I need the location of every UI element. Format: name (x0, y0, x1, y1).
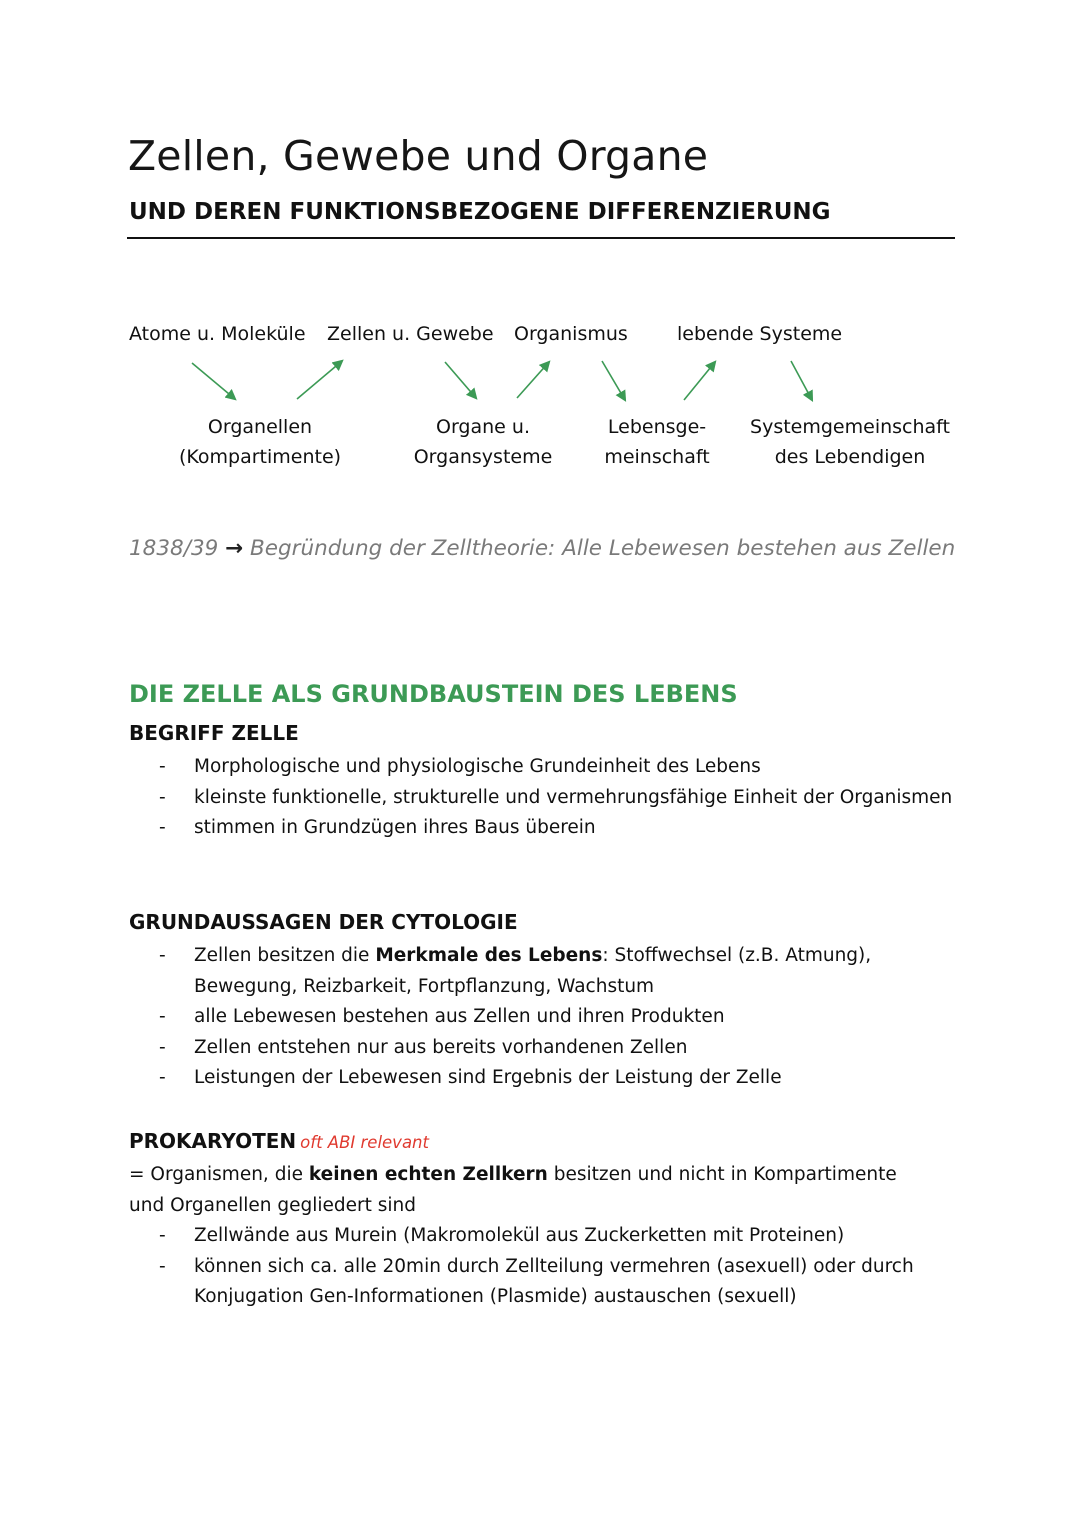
list-item: - können sich ca. alle 20min durch Zellteilung vermehren (asexuell) oder durch Konjugation Gen-Informationen (Plasmide) austauschen (sexuell) (159, 1255, 914, 1307)
level-organismus: Organismus (514, 323, 628, 345)
list-item: - stimmen in Grundzügen ihres Baus überein (159, 817, 596, 838)
list-item: - Zellen besitzen die Merkmale des Lebens: Stoffwechsel (z.B. Atmung), Bewegung, Reizbarkeit, Fortpflanzung, Wachstum (159, 945, 872, 997)
level-organellen-line2: (Kompartimente) (178, 446, 342, 468)
prokaryoten-list (129, 1221, 954, 1313)
page-subtitle: UND DEREN FUNKTIONSBEZOGENE DIFFERENZIERUNG (129, 199, 831, 225)
list-item: - kleinste funktionelle, strukturelle und vermehrungsfähige Einheit der Organismen (159, 786, 953, 808)
right-arrow-icon: → (225, 536, 244, 561)
level-lebensgemeinschaft-line2: meinschaft (604, 446, 710, 468)
page-title: Zellen, Gewebe und Organe (128, 132, 709, 180)
level-organe-line1: Organe u. (436, 416, 530, 438)
list-item: - Zellen entstehen nur aus bereits vorhandenen Zellen (159, 1036, 688, 1058)
list-item: - Zellwände aus Murein (Makromolekül aus Zuckerketten mit Proteinen) (159, 1225, 845, 1246)
heading-prokaryoten (129, 1129, 429, 1153)
level-organellen-line1: Organellen (207, 416, 313, 438)
list-item: - alle Lebewesen bestehen aus Zellen und ihren Produkten (159, 1006, 725, 1027)
prokaryoten-title: PROKARYOTEN (129, 1129, 297, 1153)
section-title: DIE ZELLE ALS GRUNDBAUSTEIN DES LEBENS (129, 680, 738, 708)
arrow-down-4 (791, 361, 812, 400)
zelltheorie-year: 1838/39 (129, 536, 219, 561)
level-organe (393, 412, 573, 472)
prokaryoten-definition: = Organismen, die keinen echten Zellkern besitzen und nicht in Kompartimente und Organellen gegliedert sind (129, 1164, 897, 1216)
level-lebensgemeinschaft-line1: Lebensge- (607, 416, 707, 438)
title-underline (127, 237, 955, 239)
level-organellen (160, 412, 360, 472)
cytologie-list (129, 941, 954, 1094)
arrow-down-2 (445, 362, 476, 398)
arrow-down-3 (602, 361, 625, 400)
level-organe-line2: Organsysteme (413, 446, 553, 468)
list-item: - Leistungen der Lebewesen sind Ergebnis der Leistung der Zelle (159, 1067, 782, 1088)
level-systemgemeinschaft-line1: Systemgemeinschaft (750, 416, 950, 438)
list-item: - Morphologische und physiologische Grundeinheit des Lebens (159, 756, 761, 777)
heading-cytologie: GRUNDAUSSAGEN DER CYTOLOGIE (129, 910, 518, 934)
begriff-list (129, 752, 954, 844)
level-systemgemeinschaft (745, 412, 955, 472)
abi-relevant-note: oft ABI relevant (300, 1133, 429, 1152)
arrow-down-1 (192, 363, 235, 399)
arrow-up-3 (684, 362, 715, 400)
heading-begriff-zelle: BEGRIFF ZELLE (129, 721, 299, 745)
zelltheorie-text: Begründung der Zelltheorie: Alle Lebewesen bestehen aus Zellen (250, 536, 956, 561)
arrow-up-2 (517, 362, 549, 398)
level-atome: Atome u. Moleküle (129, 323, 306, 345)
arrow-up-1 (297, 361, 342, 399)
zelltheorie-note (129, 536, 955, 561)
level-lebende-systeme: lebende Systeme (677, 323, 843, 345)
level-systemgemeinschaft-line2: des Lebendigen (774, 446, 926, 468)
level-zellen: Zellen u. Gewebe (327, 323, 494, 345)
level-lebensgemeinschaft (582, 412, 732, 472)
